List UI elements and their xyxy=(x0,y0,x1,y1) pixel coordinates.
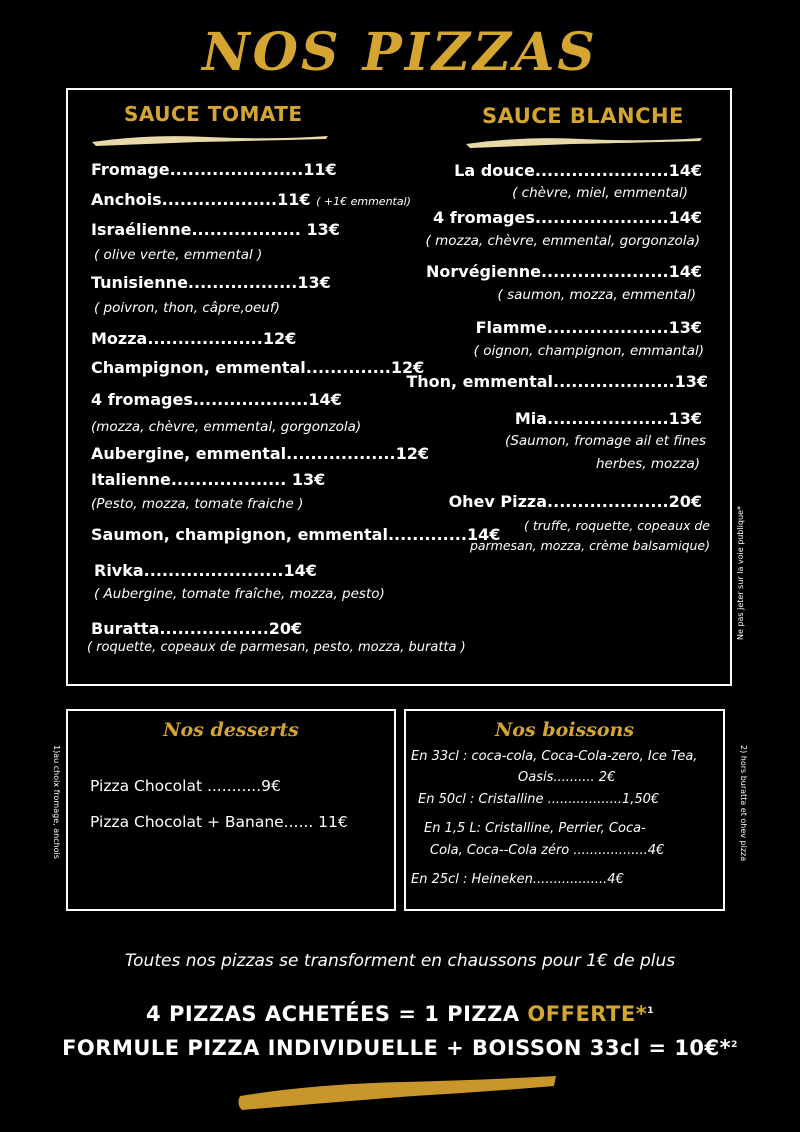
side-note: Ne pas jeter sur la voie publique* xyxy=(736,506,745,640)
drink-line: En 25cl : Heineken..................4€ xyxy=(411,872,624,887)
sauce-blanche-heading: SAUCE BLANCHE xyxy=(482,104,684,128)
menu-item-desc: (Pesto, mozza, tomate fraiche ) xyxy=(91,496,304,512)
menu-item: 4 fromages...................14€ xyxy=(91,390,342,409)
menu-item-desc: herbes, mozza) xyxy=(595,456,700,472)
menu-item-desc: (mozza, chèvre, emmental, gorgonzola) xyxy=(91,419,362,435)
menu-item: Rivka.......................14€ xyxy=(94,561,317,580)
menu-item-desc: ( roquette, copeaux de parmesan, pesto, mozza, buratta ) xyxy=(87,640,466,655)
menu-item: Anchois...................11€ ( +1€ emmental) xyxy=(91,190,411,209)
menu-item-note: ( +1€ emmental) xyxy=(316,195,411,208)
side-note: 1)au choix fromage, anchois xyxy=(52,745,61,859)
menu-item-desc: ( oignon, champignon, emmantal) xyxy=(473,343,704,359)
menu-item-desc: parmesan, mozza, crème balsamique) xyxy=(469,538,710,553)
menu-item-desc: ( poivron, thon, câpre,oeuf) xyxy=(94,300,280,316)
menu-item-desc: ( mozza, chèvre, emmental, gorgonzola) xyxy=(425,233,700,249)
page-title: NOS PIZZAS xyxy=(202,22,598,83)
sauce-tomate-heading: SAUCE TOMATE xyxy=(124,102,303,126)
menu-item-desc: ( chèvre, miel, emmental) xyxy=(512,185,688,201)
desserts-panel xyxy=(66,709,396,911)
side-note: 2) hors buratta et ohev pizza xyxy=(739,745,748,862)
drink-line: Oasis.......... 2€ xyxy=(518,770,616,785)
menu-item: Mozza...................12€ xyxy=(91,329,297,348)
brush-stroke-decoration xyxy=(88,132,333,148)
promo-line-1: 4 PIZZAS ACHETÉES = 1 PIZZA OFFERTE*$^1$ xyxy=(146,1002,654,1026)
menu-item: Ohev Pizza....................20€ xyxy=(448,492,702,511)
menu-item-desc: (Saumon, fromage ail et fines xyxy=(505,433,706,449)
menu-item: Flamme....................13€ xyxy=(475,318,702,337)
dessert-item: Pizza Chocolat ...........9€ xyxy=(90,777,281,795)
brush-stroke-decoration xyxy=(234,1074,560,1112)
brush-stroke-decoration xyxy=(462,134,707,150)
menu-item-desc: ( truffe, roquette, copeaux de xyxy=(524,518,710,533)
drink-line: En 50cl : Cristalline ..................1,50€ xyxy=(418,792,660,807)
dessert-item: Pizza Chocolat + Banane...... 11€ xyxy=(90,813,348,831)
menu-item: Italienne................... 13€ xyxy=(91,470,326,489)
drink-line: En 33cl : coca-cola, Coca-Cola-zero, Ice Tea, xyxy=(411,749,698,764)
chaussons-note: Toutes nos pizzas se transforment en chaussons pour 1€ de plus xyxy=(124,951,676,971)
menu-item: Buratta..................20€ xyxy=(91,619,303,638)
menu-item: Fromage......................11€ xyxy=(91,160,337,179)
menu-item: Tunisienne..................13€ xyxy=(91,273,331,292)
desserts-heading: Nos desserts xyxy=(163,719,299,741)
menu-item: La douce......................14€ xyxy=(454,161,702,180)
menu-item: Champignon, emmental..............12€ xyxy=(91,358,425,377)
menu-item: Mia....................13€ xyxy=(514,409,702,428)
drinks-heading: Nos boissons xyxy=(494,719,635,741)
menu-item: Thon, emmental....................13€ xyxy=(406,372,708,391)
promo-line-2: FORMULE PIZZA INDIVIDUELLE + BOISSON 33cl = 10€*$^2$ xyxy=(62,1036,738,1060)
menu-item: Norvégienne.....................14€ xyxy=(425,262,702,281)
pizza-menu-panel xyxy=(66,88,732,686)
menu-item: Aubergine, emmental..................12€ xyxy=(91,444,429,463)
menu-item-desc: ( saumon, mozza, emmental) xyxy=(497,287,696,303)
drink-line: Cola, Coca--Cola zéro ..................4€ xyxy=(430,843,665,858)
menu-item: 4 fromages......................14€ xyxy=(433,208,702,227)
drink-line: En 1,5 L: Cristalline, Perrier, Coca- xyxy=(424,821,646,836)
menu-item: Israélienne.................. 13€ xyxy=(91,220,340,239)
menu-item-desc: ( Aubergine, tomate fraîche, mozza, pesto) xyxy=(94,586,385,602)
menu-item-desc: ( olive verte, emmental ) xyxy=(94,247,263,263)
drinks-panel xyxy=(404,709,725,911)
menu-item: Saumon, champignon, emmental.............14€ xyxy=(91,525,501,544)
